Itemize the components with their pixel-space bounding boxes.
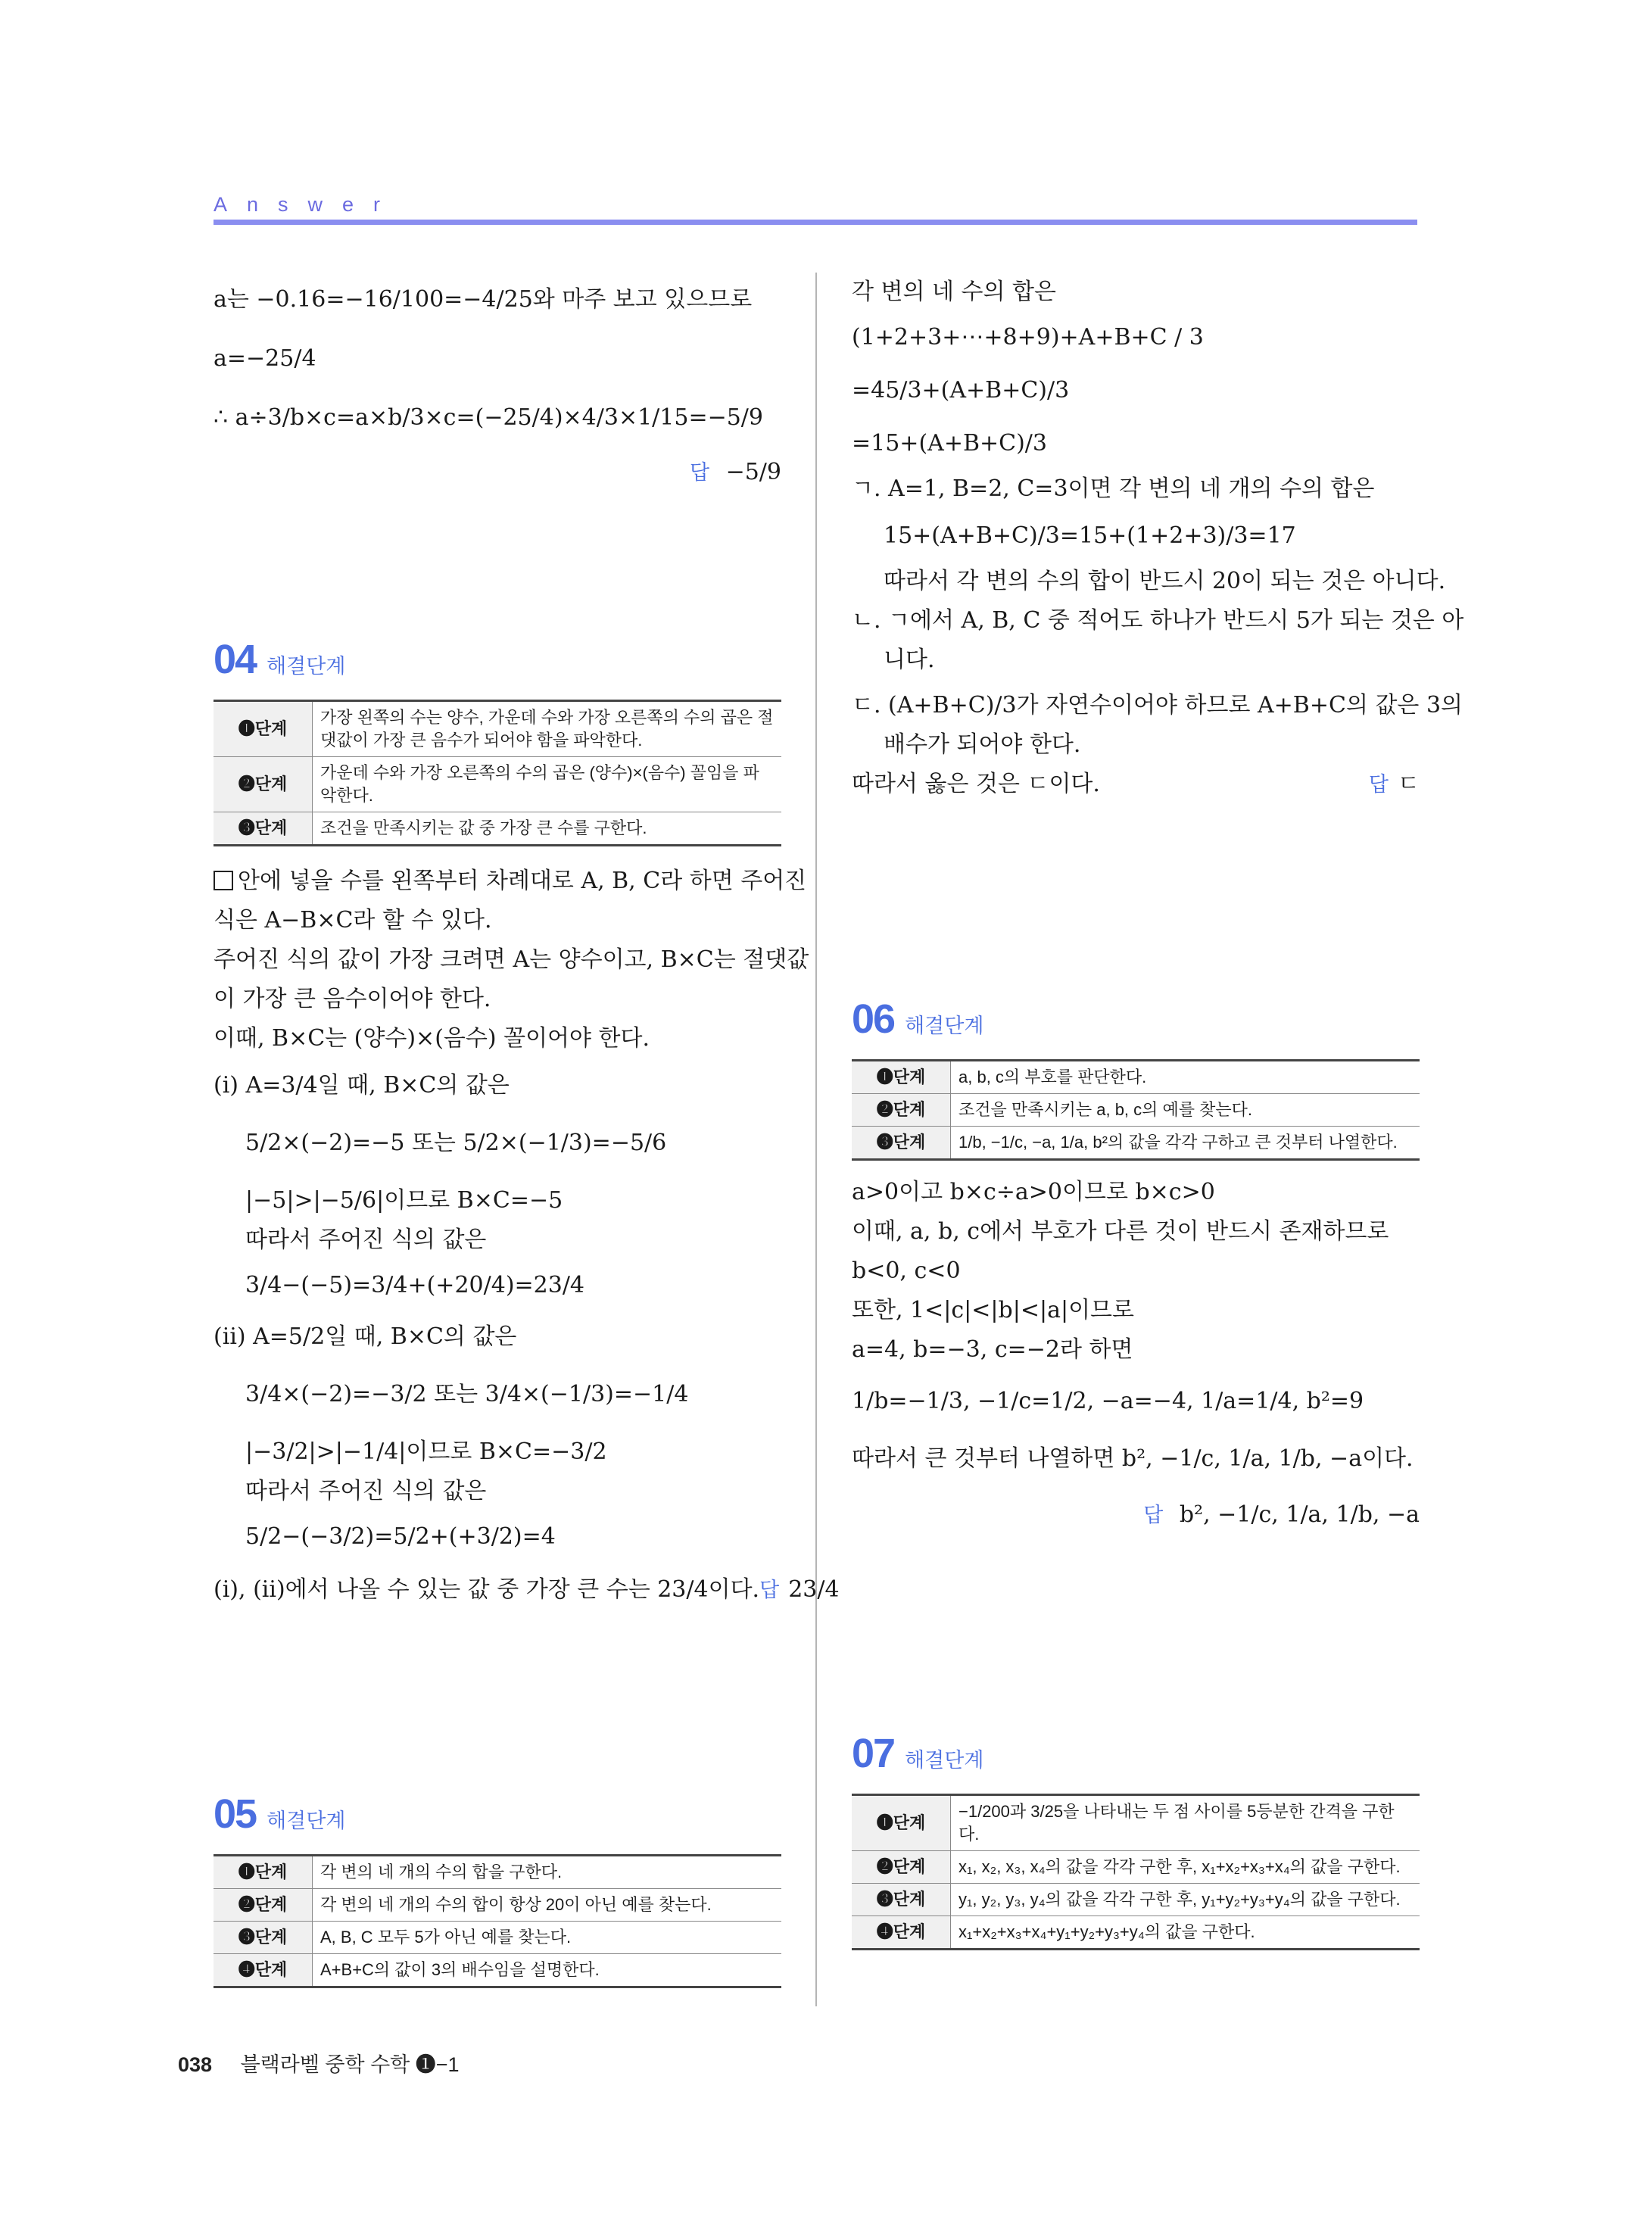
step-label: ❷단계: [214, 757, 313, 812]
step-text: A, B, C 모두 5가 아닌 예를 찾는다.: [320, 1928, 572, 1947]
solution-line: a>0이고 b×c÷a>0이므로 b×c>0: [852, 1179, 1215, 1205]
solution-line: a는 −0.16=−16/100=−4/25와 마주 보고 있으므로: [214, 286, 753, 313]
section-heading: [214, 1791, 781, 1841]
answer-line: [852, 1495, 1420, 1535]
step-text: 가운데 수와 가장 오른쪽의 수의 곱은 (양수)×(음수) 꼴임을 파악한다.: [320, 763, 759, 805]
section-label: 해결단계: [905, 1749, 984, 1772]
solution-line: 안에 넣을 수를 왼쪽부터 차례대로 A, B, C라 하면 주어진: [238, 868, 807, 894]
table-row: [214, 1889, 781, 1922]
step-text: −1/200과 3/25을 나타내는 두 점 사이를 5등분한 간격을 구한다.: [958, 1802, 1395, 1844]
table-row: [852, 1061, 1420, 1094]
step-label: ❶단계: [852, 1061, 951, 1094]
answer-value: −5/9: [725, 459, 781, 485]
section-number: 04: [214, 637, 257, 682]
solution-line: ∴ a÷3/b×c=a×b/3×c=(−25/4)×4/3×1/15=−5/9: [214, 404, 764, 431]
solution-final-line: [852, 765, 1420, 804]
answer-tag: 답: [1368, 773, 1389, 796]
step-label: ❸단계: [214, 812, 313, 846]
step-text: y₁, y₂, y₃, y₄의 값을 각각 구한 후, y₁+y₂+y₃+y₄의 값을 구한다.: [958, 1890, 1401, 1909]
solution-line: 5/2−(−3/2)=5/2+(+3/2)=4: [245, 1523, 556, 1550]
solution-line: 5/2×(−2)=−5 또는 5/2×(−1/3)=−5/6: [245, 1130, 667, 1156]
step-label: ❸단계: [852, 1884, 951, 1916]
step-label: ❸단계: [214, 1922, 313, 1954]
solution-line: (ⅱ) A=5/2일 때, B×C의 값은: [214, 1323, 517, 1350]
step-label: ❶단계: [214, 701, 313, 757]
solution-line: 주어진 식의 값이 가장 크려면 A는 양수이고, B×C는 절댓값: [214, 946, 809, 973]
section-label: 해결단계: [267, 655, 346, 678]
solution-line: 이때, a, b, c에서 부호가 다른 것이 반드시 존재하므로: [852, 1218, 1389, 1245]
steps-table: [852, 1059, 1420, 1161]
section-heading: [214, 637, 781, 686]
table-row: [852, 1851, 1420, 1884]
section-07: [852, 1731, 1420, 1950]
steps-table: [852, 1794, 1420, 1950]
left-top-solution: [214, 280, 781, 492]
step-text: 가장 왼쪽의 수는 양수, 가운데 수와 가장 오른쪽의 수의 곱은 절댓값이 가장 큰 음수가 되어야 함을 파악한다.: [320, 708, 774, 750]
solution-line: 니다.: [884, 647, 935, 673]
solution-body: [852, 1173, 1420, 1535]
solution-line: a=−25/4: [214, 345, 316, 372]
answer-value: b², −1/c, 1/a, 1/b, −a: [1179, 1501, 1420, 1528]
solution-line: 또한, 1<|c|<|b|<|a|이므로: [852, 1297, 1135, 1323]
section-number: 07: [852, 1731, 895, 1776]
table-row: [214, 1856, 781, 1889]
steps-table: [214, 700, 781, 846]
book-title: 블랙라벨 중학 수학 ❶−1: [240, 2053, 460, 2076]
table-row: [852, 1916, 1420, 1950]
step-label: ❷단계: [214, 1889, 313, 1922]
table-row: [214, 757, 781, 812]
header-label: Answer: [214, 193, 401, 216]
solution-line: 따라서 옳은 것은 ㄷ이다.: [852, 771, 1100, 797]
solution-line: ㄷ. (A+B+C)/3가 자연수이어야 하므로 A+B+C의 값은 3의: [852, 692, 1463, 719]
solution-line: 따라서 주어진 식의 값은: [245, 1478, 487, 1504]
step-text: A+B+C의 값이 3의 배수임을 설명한다.: [320, 1960, 600, 1979]
step-text: 조건을 만족시키는 값 중 가장 큰 수를 구한다.: [320, 818, 647, 837]
section-04: [214, 637, 840, 1610]
solution-line: 배수가 되어야 한다.: [884, 731, 1081, 758]
answer-value: 23/4: [788, 1576, 840, 1603]
solution-line: 각 변의 네 수의 합은: [852, 279, 1056, 305]
solution-line: (ⅰ), (ⅱ)에서 나올 수 있는 값 중 가장 큰 수는 23/4이다.: [214, 1576, 760, 1603]
solution-line: 따라서 큰 것부터 나열하면 b², −1/c, 1/a, 1/b, −a이다.: [852, 1445, 1414, 1472]
step-text: 조건을 만족시키는 a, b, c의 예를 찾는다.: [958, 1100, 1253, 1119]
section-label: 해결단계: [267, 1810, 346, 1832]
table-row: [852, 1884, 1420, 1916]
solution-line: 따라서 각 변의 수의 합이 반드시 20이 되는 것은 아니다.: [884, 568, 1446, 594]
solution-line: a=4, b=−3, c=−2라 하면: [852, 1336, 1133, 1363]
solution-line: (1+2+3+⋯+8+9)+A+B+C / 3: [852, 324, 1204, 351]
step-label: ❶단계: [852, 1795, 951, 1851]
step-label: ❸단계: [852, 1127, 951, 1160]
solution-line: 따라서 주어진 식의 값은: [245, 1227, 487, 1253]
solution-line: ㄴ. ㄱ에서 A, B, C 중 적어도 하나가 반드시 5가 되는 것은 아: [852, 607, 1464, 634]
step-label: ❹단계: [852, 1916, 951, 1950]
page-number: 038: [178, 2053, 213, 2076]
answer-tag: 답: [689, 461, 710, 484]
table-row: [852, 1795, 1420, 1851]
column-divider: [815, 273, 817, 2006]
answer-value: ㄷ: [1398, 771, 1420, 797]
section-05: [214, 1791, 781, 1988]
step-text: a, b, c의 부호를 판단한다.: [958, 1068, 1147, 1086]
solution-line: ㄱ. A=1, B=2, C=3이면 각 변의 네 개의 수의 합은: [852, 475, 1375, 502]
section-06: [852, 996, 1420, 1535]
step-label: ❷단계: [852, 1094, 951, 1127]
solution-line: |−3/2|>|−1/4|이므로 B×C=−3/2: [245, 1439, 607, 1465]
table-row: [214, 812, 781, 846]
section-number: 06: [852, 996, 895, 1042]
table-row: [214, 701, 781, 757]
step-text: 각 변의 네 개의 수의 합을 구한다.: [320, 1862, 563, 1881]
step-text: x₁, x₂, x₃, x₄의 값을 각각 구한 후, x₁+x₂+x₃+x₄의 값을 구한다.: [958, 1857, 1401, 1876]
solution-line: =45/3+(A+B+C)/3: [852, 377, 1070, 404]
steps-table: [214, 1854, 781, 1988]
right-top-solution: [852, 273, 1464, 804]
solution-line: 3/4−(−5)=3/4+(+20/4)=23/4: [245, 1272, 585, 1298]
header-rule: [214, 220, 1417, 225]
solution-final-line: [214, 1570, 840, 1610]
table-row: [852, 1127, 1420, 1160]
section-label: 해결단계: [905, 1015, 984, 1037]
answer-line: [214, 453, 781, 492]
step-text: 1/b, −1/c, −a, 1/a, b²의 값을 각각 구하고 큰 것부터 나열한다.: [958, 1133, 1398, 1152]
table-row: [852, 1094, 1420, 1127]
section-heading: [852, 1731, 1420, 1780]
step-text: x₁+x₂+x₃+x₄+y₁+y₂+y₃+y₄의 값을 구한다.: [958, 1922, 1255, 1941]
solution-line: 식은 A−B×C라 할 수 있다.: [214, 907, 492, 934]
table-row: [214, 1954, 781, 1987]
table-row: [214, 1922, 781, 1954]
solution-line: 15+(A+B+C)/3=15+(1+2+3)/3=17: [884, 522, 1296, 549]
step-label: ❷단계: [852, 1851, 951, 1884]
answer-tag: 답: [759, 1579, 780, 1601]
solution-line: 1/b=−1/3, −1/c=1/2, −a=−4, 1/a=1/4, b²=9: [852, 1388, 1364, 1414]
solution-line: 이때, B×C는 (양수)×(음수) 꼴이어야 한다.: [214, 1025, 650, 1052]
step-label: ❶단계: [214, 1856, 313, 1889]
solution-line: 이 가장 큰 음수이어야 한다.: [214, 986, 491, 1012]
solution-line: (ⅰ) A=3/4일 때, B×C의 값은: [214, 1072, 510, 1099]
blank-box-icon: [214, 871, 233, 890]
page-footer: [178, 2048, 460, 2078]
section-number: 05: [214, 1791, 257, 1837]
solution-line: b<0, c<0: [852, 1258, 961, 1284]
solution-body: [214, 862, 840, 1610]
solution-line: 3/4×(−2)=−3/2 또는 3/4×(−1/3)=−1/4: [245, 1381, 689, 1407]
answer-tag: 답: [1143, 1504, 1164, 1526]
section-heading: [852, 996, 1420, 1046]
step-text: 각 변의 네 개의 수의 합이 항상 20이 아닌 예를 찾는다.: [320, 1895, 712, 1914]
solution-line: |−5|>|−5/6|이므로 B×C=−5: [245, 1187, 563, 1214]
step-label: ❹단계: [214, 1954, 313, 1987]
solution-line: =15+(A+B+C)/3: [852, 430, 1047, 457]
